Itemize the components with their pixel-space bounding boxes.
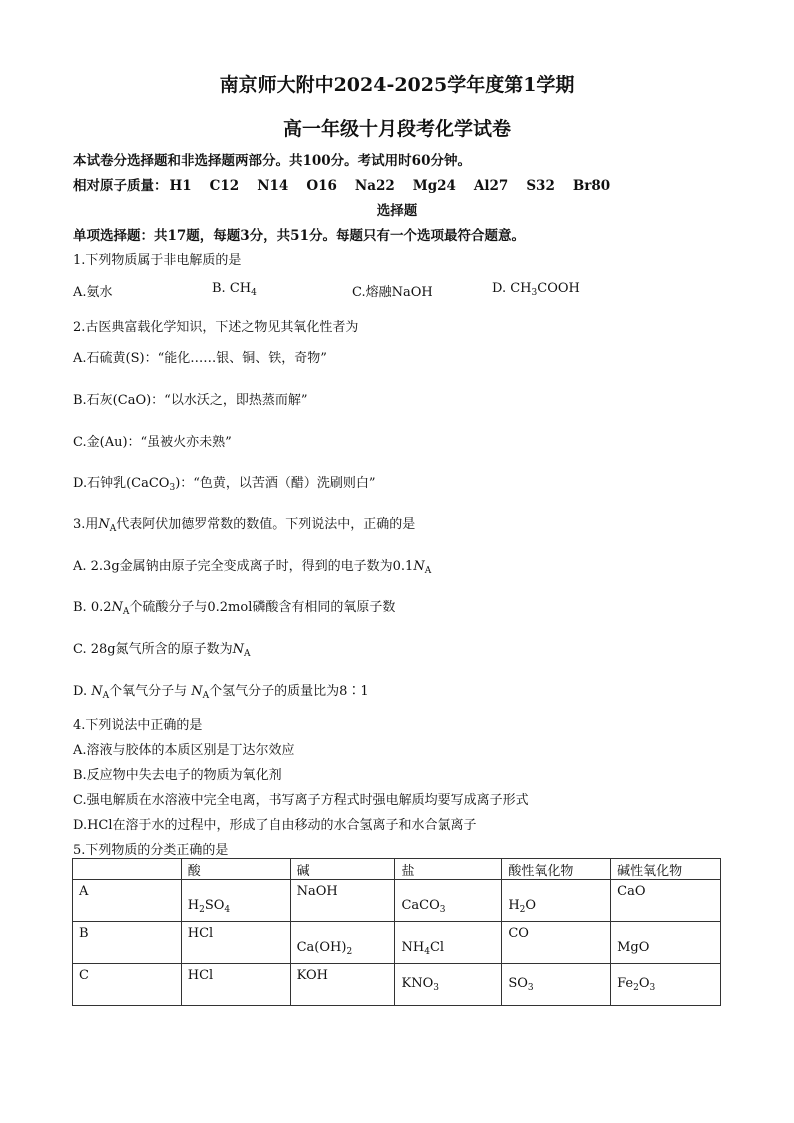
row-c-basic-oxide — [611, 964, 721, 1006]
atomic-mass-n: N14 — [257, 178, 289, 194]
row-label — [73, 964, 182, 1006]
atomic-mass-h: H1 — [169, 178, 192, 194]
formula-fe2o3 — [617, 976, 655, 993]
row-a-base — [290, 880, 395, 922]
section-title: 选择题 — [376, 203, 418, 219]
q3-c-text: C. 28g氮气所含的原子数为 — [73, 642, 233, 657]
f-sub: 4 — [424, 947, 430, 957]
row-b-salt — [395, 922, 502, 964]
classification-table — [72, 858, 721, 1006]
atomic-mass-al: Al27 — [473, 178, 509, 194]
row-c-acid — [181, 964, 290, 1006]
formula-h2so4 — [188, 898, 230, 915]
row-c-base — [290, 964, 395, 1006]
q4-stem: 4.下列说法中正确的是 — [73, 718, 203, 733]
q2-d-suffix: )：“色黄，以苦酒（醋）洗刷则白” — [175, 476, 376, 491]
q3-b-prefix: B. 0.2 — [73, 600, 112, 615]
formula-kno3 — [401, 976, 438, 993]
f-sub: 2 — [346, 947, 353, 957]
row-c-label: C — [79, 968, 89, 983]
q1-option-a: A.氨水 — [73, 285, 113, 300]
q1-b-text: B. CH — [212, 281, 252, 296]
formula-nh4cl — [401, 940, 444, 957]
f-part: Fe — [617, 976, 634, 991]
q3-stem-suffix: 代表阿伏加德罗常数的数值。下列说法中，正确的是 — [116, 517, 416, 532]
f-part: O — [638, 976, 650, 991]
q3-na-sub: A — [109, 524, 117, 534]
formula-koh: KOH — [296, 968, 328, 983]
q2-d-text: D.石钟乳(CaCO — [73, 476, 170, 491]
table-row — [73, 880, 721, 922]
q1-d-text: D. CH — [492, 281, 532, 296]
atomic-mass-o: O16 — [306, 178, 337, 194]
atomic-mass-na: Na22 — [354, 178, 395, 194]
q3-c-na-sub: A — [244, 649, 251, 659]
q3-stem — [73, 513, 415, 534]
formula-cao: CaO — [617, 884, 646, 899]
q3-stem-prefix: 3.用 — [73, 517, 99, 532]
header-cell-base: 碱 — [290, 859, 395, 880]
q2-option-d — [73, 472, 376, 493]
atomic-mass-s: S32 — [526, 178, 555, 194]
q2-option-a: A.石硫黄(S)：“能化……银、铜、铁，奇物” — [73, 351, 327, 366]
q2-option-c: C.金(Au)：“虽被火亦未熟” — [73, 435, 232, 450]
f-part: KNO — [401, 976, 434, 991]
f-part: CaCO — [401, 898, 440, 913]
f-part: H — [187, 898, 200, 913]
atomic-mass-label: 相对原子质量： — [73, 178, 168, 194]
q3-option-c — [73, 638, 251, 659]
table-row — [73, 922, 721, 964]
q1-option-b — [212, 281, 257, 298]
formula-co: CO — [508, 926, 529, 941]
q3-b-suffix: 个硫酸分子与0.2mol磷酸含有相同的氧原子数 — [129, 600, 396, 615]
f-sub: 2 — [633, 983, 639, 993]
row-b-basic-oxide — [611, 922, 721, 964]
formula-naoh: NaOH — [296, 884, 338, 899]
f-sub: 2 — [199, 905, 205, 915]
f-part: NH — [401, 940, 425, 955]
q3-d-na-sub-2: A — [202, 691, 210, 701]
f-part: O — [525, 898, 537, 913]
q1-option-c: C.熔融NaOH — [352, 285, 433, 300]
q3-a-text: A. 2.3g金属钠由原子完全变成离子时，得到的电子数为0.1 — [73, 559, 414, 574]
q4-option-c: C.强电解质在水溶液中完全电离，书写离子方程式时强电解质均要写成离子形式 — [73, 793, 529, 808]
row-a-salt — [395, 880, 502, 922]
formula-mgo: MgO — [617, 940, 650, 955]
exam-subtitle: 高一年级十月段考化学试卷 — [282, 118, 511, 140]
formula-hcl: HCl — [187, 968, 214, 983]
q3-c-na: N — [232, 642, 244, 657]
f-sub: 3 — [439, 905, 446, 915]
q3-a-na: N — [413, 559, 425, 574]
q1-option-d — [492, 281, 580, 298]
q2-option-b: B.石灰(CaO)：“以水沃之，即热蒸而解” — [73, 393, 308, 408]
f-sub: 2 — [519, 905, 526, 915]
q1-b-sub: 4 — [251, 288, 257, 298]
row-b-acid — [181, 922, 290, 964]
header-cell-acidic-oxide: 酸性氧化物 — [502, 859, 611, 880]
q5-stem: 5.下列物质的分类正确的是 — [73, 843, 229, 858]
f-sub: 3 — [433, 983, 439, 993]
f-sub: 3 — [649, 983, 656, 993]
exam-title: 南京师大附中2024-2025学年度第1学期 — [219, 74, 575, 96]
q2-stem: 2.古医典富载化学知识，下述之物见其氧化性者为 — [73, 320, 359, 335]
formula-so3 — [508, 976, 533, 993]
atomic-mass-line — [73, 174, 610, 194]
formula-hcl: HCl — [187, 926, 214, 941]
formula-h2o — [508, 898, 536, 915]
q1-d-sub: 3 — [531, 288, 538, 298]
q3-d-na-sub-1: A — [102, 691, 110, 701]
f-part: SO — [204, 898, 225, 913]
q4-option-b: B.反应物中失去电子的物质为氧化剂 — [73, 768, 282, 783]
header-cell-basic-oxide: 碱性氧化物 — [611, 859, 721, 880]
formula-caco3 — [401, 898, 445, 915]
f-part: SO — [508, 976, 528, 991]
q3-b-na: N — [111, 600, 123, 615]
row-b-base — [290, 922, 395, 964]
f-sub: 3 — [527, 983, 534, 993]
q3-a-na-sub: A — [424, 566, 432, 576]
q3-d-na-1: N — [91, 684, 103, 699]
atomic-mass-c: C12 — [209, 178, 240, 194]
atomic-mass-mg: Mg24 — [412, 178, 456, 194]
row-a-acid — [181, 880, 290, 922]
row-a-label: A — [79, 884, 89, 899]
header-cell-salt: 盐 — [395, 859, 502, 880]
q1-stem: 1.下列物质属于非电解质的是 — [73, 253, 242, 268]
row-b-label: B — [79, 926, 89, 941]
table-row — [73, 964, 721, 1006]
header-cell-blank — [73, 859, 182, 880]
q3-option-a — [73, 555, 431, 576]
row-c-salt — [395, 964, 502, 1006]
f-part: Cl — [429, 940, 445, 955]
atomic-mass-br: Br80 — [572, 178, 611, 194]
exam-info: 本试卷分选择题和非选择题两部分。共100分。考试用时60分钟。 — [73, 153, 471, 169]
q3-na-symbol: N — [98, 517, 110, 532]
f-sub: 4 — [224, 905, 231, 915]
row-a-basic-oxide — [611, 880, 721, 922]
q4-option-d: D.HCl在溶于水的过程中，形成了自由移动的水合氢离子和水合氯离子 — [73, 818, 477, 833]
q1-d-suffix: COOH — [537, 281, 580, 296]
row-a-acidic-oxide — [502, 880, 611, 922]
q3-option-d — [73, 680, 369, 701]
q3-d-na-2: N — [191, 684, 203, 699]
row-b-acidic-oxide — [502, 922, 611, 964]
q4-option-a: A.溶液与胶体的本质区别是丁达尔效应 — [73, 743, 295, 758]
section-instruction: 单项选择题：共17题，每题3分，共51分。每题只有一个选项最符合题意。 — [73, 228, 525, 244]
row-label — [73, 880, 182, 922]
table-header-row — [73, 859, 721, 880]
row-label — [73, 922, 182, 964]
q2-d-sub: 3 — [169, 483, 176, 493]
q3-d-prefix: D. — [73, 684, 88, 699]
q3-d-mid: 个氧气分子与 — [109, 684, 188, 699]
q3-b-na-sub: A — [122, 607, 130, 617]
header-cell-acid: 酸 — [181, 859, 290, 880]
q3-option-b — [73, 596, 395, 617]
q3-d-suffix: 个氢气分子的质量比为8∶1 — [209, 684, 369, 699]
f-part: H — [508, 898, 520, 913]
f-part: Ca(OH) — [296, 940, 347, 955]
row-c-acidic-oxide — [502, 964, 611, 1006]
formula-caoh2 — [297, 940, 353, 957]
